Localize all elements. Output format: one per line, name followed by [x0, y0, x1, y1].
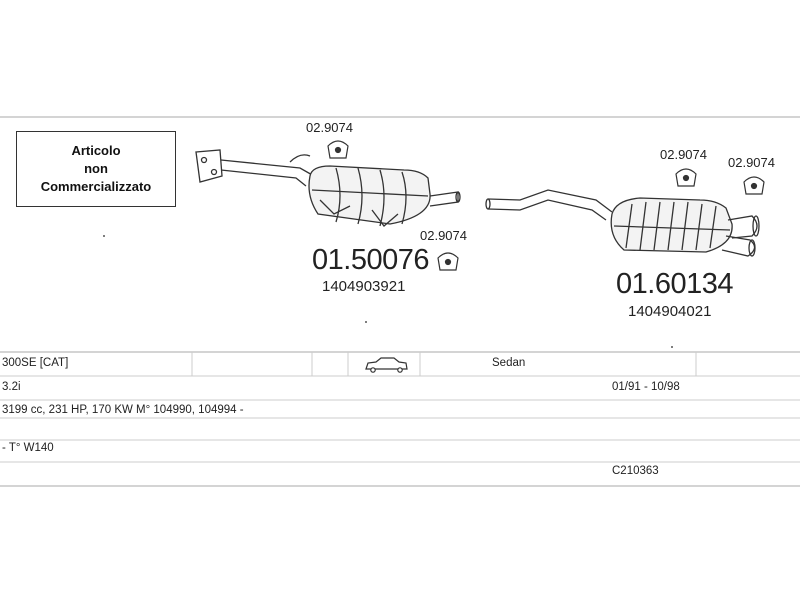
- rear-silencer-drawing: [486, 190, 759, 256]
- rubber-mount-icon: [438, 253, 458, 270]
- rubber-mount-icon: [676, 169, 696, 186]
- vehicle-chassis: - T° W140: [2, 442, 54, 454]
- rear-silencer-part-number: 01.60134: [616, 268, 733, 300]
- clamp-part-number: 02.9074: [420, 228, 467, 243]
- vehicle-specs: 3199 cc, 231 HP, 170 KW M° 104990, 104994 -: [2, 404, 244, 416]
- note-line-2: non: [84, 161, 108, 176]
- vehicle-body-type: Sedan: [492, 357, 526, 369]
- note-line-3: Commercializzato: [40, 179, 152, 194]
- sedan-car-icon: [366, 358, 407, 372]
- rear-silencer-oem-number: 1404904021: [628, 303, 712, 320]
- not-sold-note: [16, 131, 176, 207]
- vehicle-period: 01/91 - 10/98: [612, 381, 680, 393]
- clamp-part-number: 02.9074: [728, 155, 775, 170]
- clamp-part-number: 02.9074: [306, 120, 353, 135]
- middle-silencer-part-number: 01.50076: [312, 244, 429, 276]
- catalog-code: C210363: [612, 465, 659, 477]
- middle-silencer-drawing: [196, 150, 460, 226]
- middle-silencer-oem-number: 1404903921: [322, 278, 406, 295]
- clamp-part-number: 02.9074: [660, 147, 707, 162]
- vehicle-engine: 3.2i: [2, 381, 21, 393]
- rubber-mount-icon: [744, 177, 764, 194]
- vehicle-model: 300SE [CAT]: [2, 357, 69, 369]
- note-line-1: Articolo: [71, 143, 121, 158]
- rubber-mount-icon: [328, 141, 348, 158]
